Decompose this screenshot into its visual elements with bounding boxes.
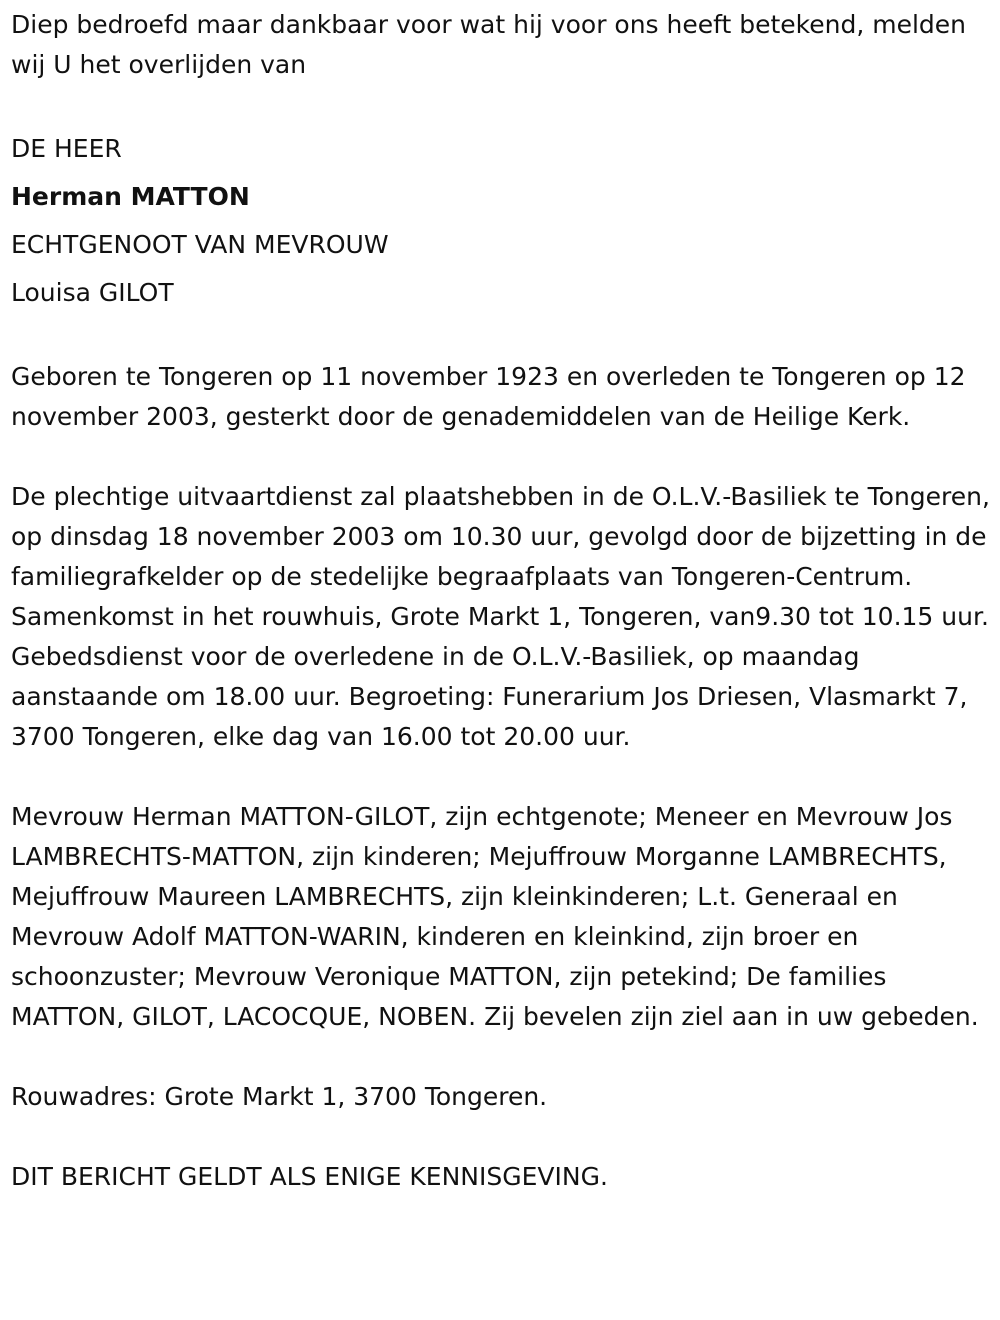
spacer	[11, 437, 991, 477]
closing-notice: DIT BERICHT GELDT ALS ENIGE KENNISGEVING.	[11, 1162, 608, 1191]
family-text: Mevrouw Herman MATTON-GILOT, zijn echtgenote; Meneer en Mevrouw Jos LAMBRECHTS-MATTON, zijn kinderen; Mejuffrouw Morganne LAMBRECHTS, Mejuffrouw Maureen LAMBRECHTS, zijn kleinkinderen; L.t. Generaal en Mevrouw Adolf MATTON-WARIN, kinderen en kleinkind, zijn broer en schoonzuster; Mevrouw Veronique MATTON, zijn petekind; De families MATTON, GILOT, LACOCQUE, NOBEN. Zij bevelen zijn ziel aan in uw gebeden.	[11, 802, 979, 1031]
mourning-address: Rouwadres: Grote Markt 1, 3700 Tongeren.	[11, 1082, 548, 1111]
funeral-info-text: De plechtige uitvaartdienst zal plaatshebben in de O.L.V.-Basiliek te Tongeren, op dinsdag 18 november 2003 om 10.30 uur, gevolgd door de bijzetting in de familiegrafkelder op de stedelijke begraafplaats van Tongeren-Centrum. Samenkomst in het rouwhuis, Grote Markt 1, Tongeren, van9.30 tot 10.15 uur. Gebedsdienst voor de overledene in de O.L.V.-Basiliek, op maandag aanstaande om 18.00 uur. Begroeting: Funerarium Jos Driesen, Vlasmarkt 7, 3700 Tongeren, elke dag van 16.00 tot 20.00 uur.	[11, 482, 990, 751]
birth-death-text: Geboren te Tongeren op 11 november 1923 en overleden te Tongeren op 12 november 2003, gesterkt door de genademiddelen van de Heilige Kerk.	[11, 362, 966, 431]
spouse-label: ECHTGENOOT VAN MEVROUW	[11, 230, 389, 259]
spacer	[11, 1037, 991, 1077]
spacer	[11, 85, 991, 125]
spacer	[11, 757, 991, 797]
spacer	[11, 1117, 991, 1157]
deceased-name: Herman MATTON	[11, 182, 250, 211]
spouse-name: Louisa GILOT	[11, 278, 174, 307]
title-prefix: DE HEER	[11, 134, 122, 163]
spacer	[11, 317, 991, 357]
intro-text: Diep bedroefd maar dankbaar voor wat hij voor ons heeft betekend, melden wij U het overlijden van	[11, 10, 967, 79]
